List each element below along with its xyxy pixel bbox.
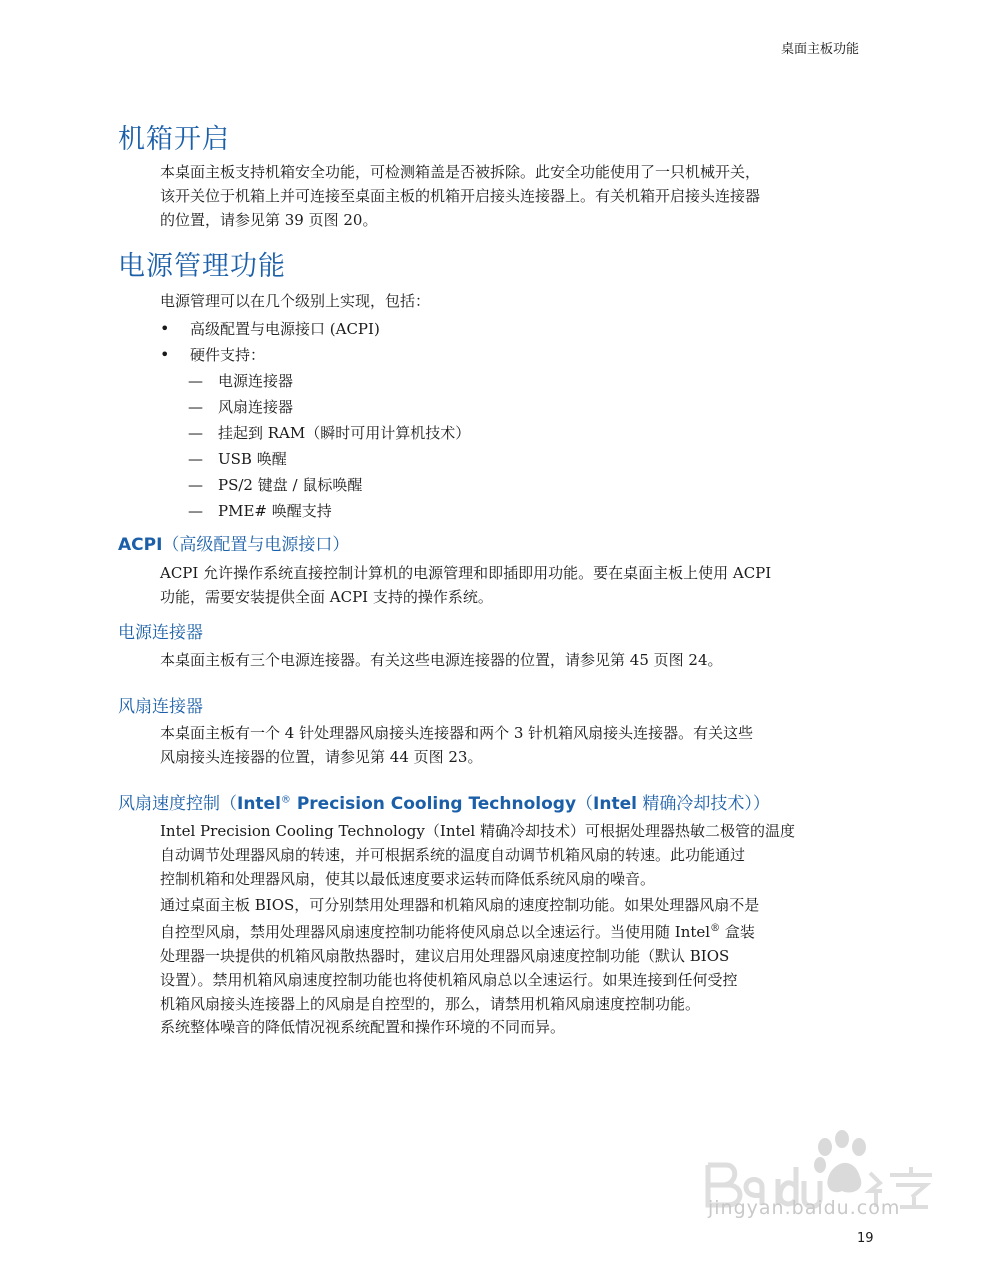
text-line: 功能，需要安装提供全面 ACPI 支持的操作系统。: [160, 588, 493, 606]
page-number: 19: [857, 1231, 874, 1246]
registered-mark: ®: [280, 794, 291, 806]
bullet-item: [160, 317, 380, 341]
text-line: [160, 917, 880, 944]
section-heading-power: 电源管理功能: [118, 251, 286, 282]
bullet-text: 高级配置与电源接口 (ACPI): [190, 320, 380, 338]
power-connectors-paragraph: [160, 648, 880, 672]
registered-mark: ®: [710, 923, 721, 934]
heading-part: 风扇速度控制（: [118, 794, 237, 814]
text-line: 本桌面主板有一个 4 针处理器风扇接头连接器和两个 3 针机箱风扇接头连接器。有关这些: [160, 724, 754, 742]
text-line: 本桌面主板有三个电源连接器。有关这些电源连接器的位置，请参见第 45 页图 24。: [160, 651, 723, 669]
dash-glyph: —: [188, 476, 203, 494]
text-line: 自动调节处理器风扇的转速，并可根据系统的温度自动调节机箱风扇的转速。此功能通过: [160, 846, 746, 864]
subsection-heading-fan-speed: [118, 789, 770, 814]
heading-bold-part: ACPI: [118, 535, 163, 555]
acpi-paragraph: [160, 561, 880, 609]
sub-item: [188, 395, 293, 419]
dash-glyph: —: [188, 450, 203, 468]
heading-bold-part: Intel: [593, 794, 637, 814]
heading-part: 精确冷却技术））: [636, 794, 770, 814]
fan-connectors-paragraph: [160, 721, 880, 769]
running-header: 桌面主板功能: [780, 42, 859, 57]
text-part: 盒装: [720, 923, 755, 941]
text-line: Intel Precision Cooling Technology（Intel 精确冷却技术）可根据处理器热敏二极管的温度: [160, 822, 795, 840]
bullet-glyph: •: [160, 345, 170, 364]
sub-item-text: 电源连接器: [218, 372, 294, 390]
bullet-text: 硬件支持：: [190, 346, 266, 364]
dash-glyph: —: [188, 502, 203, 520]
sub-item-text: USB 唤醒: [218, 450, 287, 468]
watermark-url: jingyan.baidu.com: [708, 1197, 901, 1219]
fan-speed-paragraph-3: 系统整体噪音的降低情况视系统配置和操作环境的不同而异。: [160, 1018, 566, 1036]
heading-bold-part: Precision Cooling Technology: [290, 794, 577, 814]
sub-item: [188, 447, 287, 471]
sub-item-text: 风扇连接器: [218, 398, 294, 416]
text-line: 风扇接头连接器的位置，请参见第 44 页图 23。: [160, 748, 483, 766]
heading-bold-part: Intel: [237, 794, 281, 814]
sub-item: [188, 499, 332, 523]
heading-rest: （高级配置与电源接口）: [162, 535, 350, 555]
sub-item-text: PS/2 键盘 / 鼠标唤醒: [218, 476, 363, 494]
bullet-glyph: •: [160, 319, 170, 338]
subsection-heading-fan-connectors: 风扇连接器: [118, 697, 203, 717]
fan-speed-paragraph-1: [160, 819, 880, 891]
subsection-heading-acpi: [118, 530, 349, 555]
dash-glyph: —: [188, 398, 203, 416]
dash-glyph: —: [188, 424, 203, 442]
fan-speed-paragraph-2: [160, 893, 880, 1016]
heading-part: （: [576, 794, 594, 814]
power-intro: 电源管理可以在几个级别上实现，包括：: [160, 292, 431, 310]
sub-item: [188, 369, 293, 393]
section-heading-chassis: 机箱开启: [118, 124, 230, 155]
text-line: 通过桌面主板 BIOS，可分别禁用处理器和机箱风扇的速度控制功能。如果处理器风扇不是: [160, 896, 760, 914]
text-line: 该开关位于机箱上并可连接至桌面主板的机箱开启接头连接器上。有关机箱开启接头连接器: [160, 187, 761, 205]
dash-glyph: —: [188, 372, 203, 390]
sub-item-text: PME# 唤醒支持: [218, 502, 332, 520]
text-line: 机箱风扇接头连接器上的风扇是自控型的，那么，请禁用机箱风扇速度控制功能。: [160, 995, 701, 1013]
text-line: 控制机箱和处理器风扇，使其以最低速度要求运转而降低系统风扇的噪音。: [160, 870, 656, 888]
text-line: 设置）。禁用机箱风扇速度控制功能也将使机箱风扇总以全速运行。如果连接到任何受控: [160, 971, 738, 989]
sub-item: [188, 473, 362, 497]
text-line: 本桌面主板支持机箱安全功能，可检测箱盖是否被拆除。此安全功能使用了一只机械开关，: [160, 163, 761, 181]
sub-item: [188, 421, 470, 445]
bullet-item: [160, 343, 265, 367]
subsection-heading-power-connectors: 电源连接器: [118, 623, 203, 643]
sub-item-text: 挂起到 RAM（瞬时可用计算机技术）: [218, 424, 471, 442]
text-line: 处理器一块提供的机箱风扇散热器时，建议启用处理器风扇速度控制功能（默认 BIOS: [160, 947, 730, 965]
text-part: 自控型风扇，禁用处理器风扇速度控制功能将使风扇总以全速运行。当使用随 Intel: [160, 923, 711, 941]
chassis-paragraph: [160, 160, 880, 232]
text-line: ACPI 允许操作系统直接控制计算机的电源管理和即插即用功能。要在桌面主板上使用 ACPI: [160, 564, 772, 582]
text-line: 的位置，请参见第 39 页图 20。: [160, 211, 378, 229]
